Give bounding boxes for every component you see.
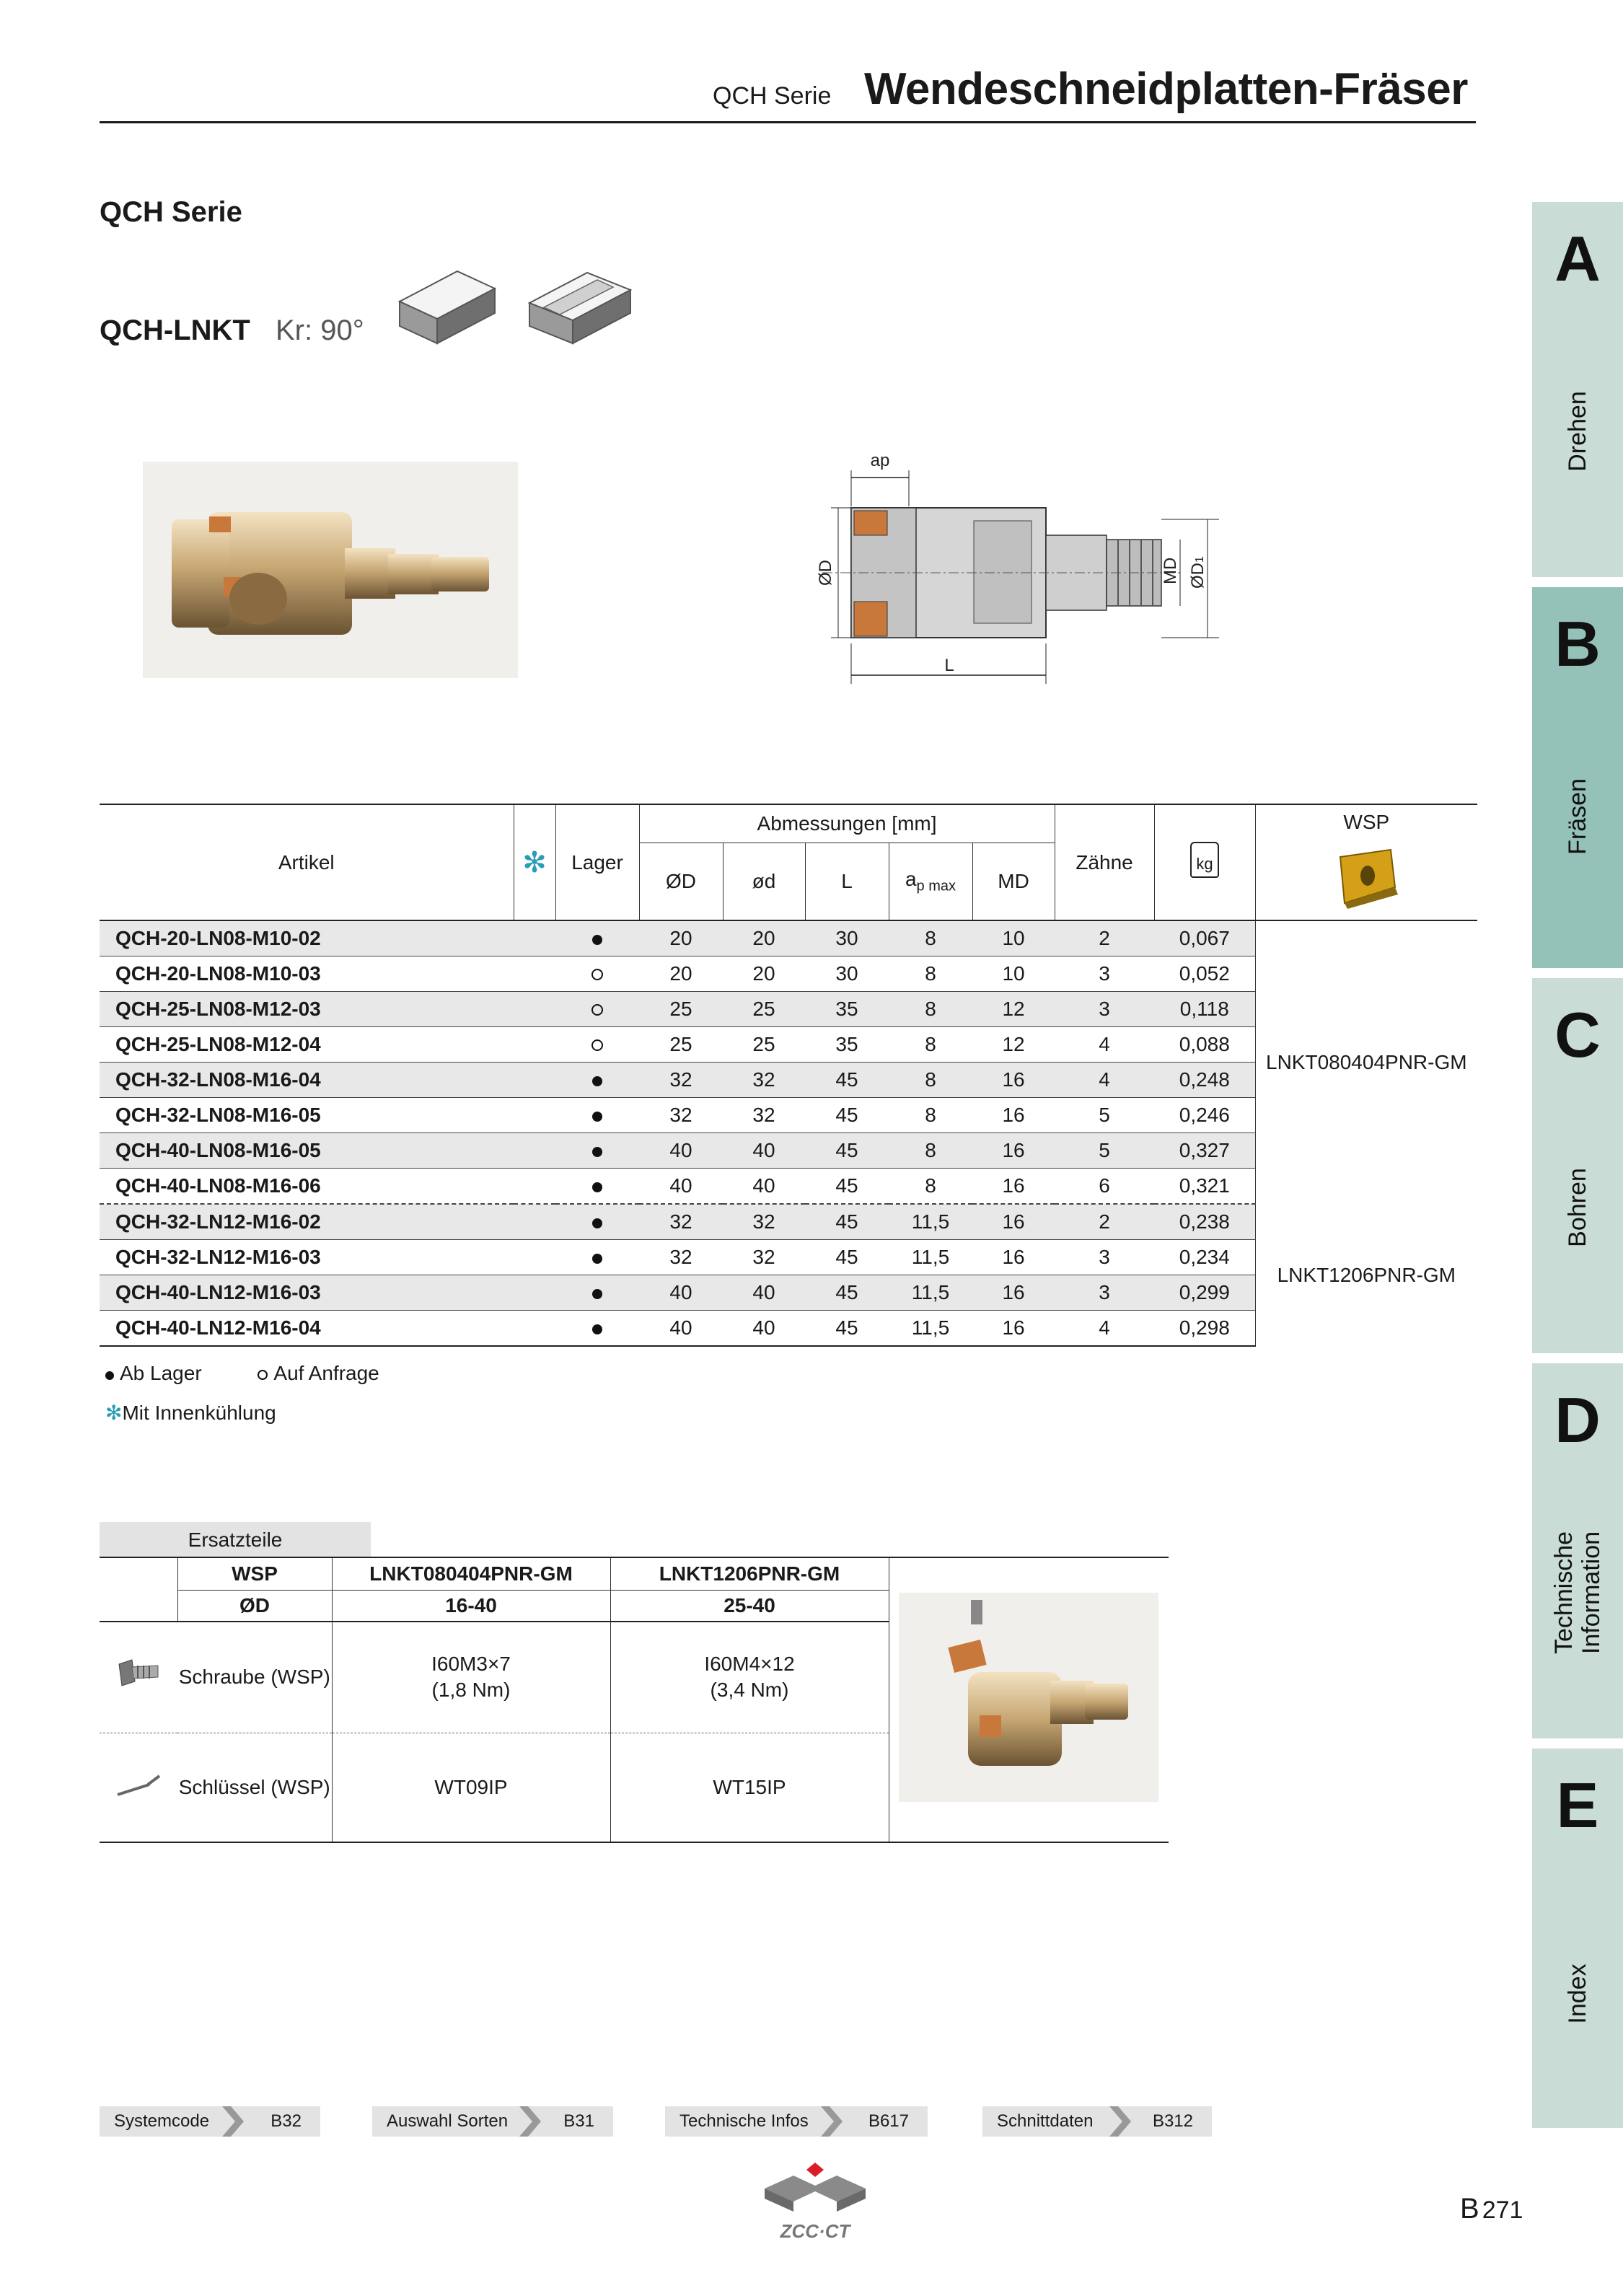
dim-md: MD bbox=[1161, 557, 1180, 584]
l-cell: 30 bbox=[805, 920, 889, 956]
footer-link-ref: B617 bbox=[868, 2111, 909, 2131]
l-cell: 30 bbox=[805, 956, 889, 992]
artikel-cell: QCH-20-LN08-M10-02 bbox=[100, 920, 514, 956]
artikel-cell: QCH-40-LN12-M16-03 bbox=[100, 1275, 514, 1311]
legend-innenkuehlung: Mit Innenkühlung bbox=[122, 1402, 276, 1424]
coolant-cell bbox=[514, 1027, 555, 1063]
ap-cell: 8 bbox=[889, 1098, 972, 1133]
od-cell: 32 bbox=[639, 1098, 723, 1133]
d-cell: 32 bbox=[723, 1063, 805, 1098]
chevron-right-icon bbox=[1109, 2106, 1131, 2137]
ap-cell: 8 bbox=[889, 920, 972, 956]
md-cell: 16 bbox=[972, 1204, 1055, 1240]
l-cell: 45 bbox=[805, 1311, 889, 1347]
ap-cell: 8 bbox=[889, 1063, 972, 1098]
coolant-cell bbox=[514, 992, 555, 1027]
tab-c-letter: C bbox=[1554, 999, 1601, 1070]
od-cell: 25 bbox=[639, 992, 723, 1027]
col-zaehne: Zähne bbox=[1055, 804, 1154, 920]
artikel-cell: QCH-40-LN08-M16-05 bbox=[100, 1133, 514, 1169]
z-cell: 3 bbox=[1055, 956, 1154, 992]
dim-od1: ØD bbox=[1188, 563, 1208, 589]
col-artikel: Artikel bbox=[100, 804, 514, 920]
z-cell: 4 bbox=[1055, 1311, 1154, 1347]
col-lager: Lager bbox=[555, 804, 639, 920]
subsection-kr: Kr: 90° bbox=[276, 315, 364, 346]
z-cell: 4 bbox=[1055, 1063, 1154, 1098]
key-icon bbox=[113, 1769, 164, 1800]
d-cell: 25 bbox=[723, 1027, 805, 1063]
artikel-cell: QCH-40-LN12-M16-04 bbox=[100, 1311, 514, 1347]
col-ap-sub: p max bbox=[916, 878, 956, 894]
stock-dot-icon bbox=[592, 1076, 602, 1086]
md-cell: 12 bbox=[972, 1027, 1055, 1063]
kg-cell: 0,088 bbox=[1154, 1027, 1255, 1063]
col-l: L bbox=[805, 843, 889, 921]
lager-cell bbox=[555, 1240, 639, 1275]
footer-link-ref: B31 bbox=[563, 2111, 594, 2131]
spare-photo-cell bbox=[889, 1558, 1169, 1842]
kg-cell: 0,052 bbox=[1154, 956, 1255, 992]
lager-cell bbox=[555, 1133, 639, 1169]
col-abmessungen: Abmessungen [mm] bbox=[639, 804, 1055, 843]
spare-col1-od: 16-40 bbox=[332, 1590, 610, 1622]
artikel-cell: QCH-25-LN08-M12-03 bbox=[100, 992, 514, 1027]
tab-b-label: Fräsen bbox=[1564, 778, 1591, 855]
col-ap bbox=[889, 843, 972, 921]
table-row bbox=[100, 1204, 1477, 1240]
tab-d-label-1: Technische bbox=[1550, 1531, 1578, 1655]
tab-e[interactable] bbox=[1532, 1749, 1623, 2128]
l-cell: 45 bbox=[805, 1063, 889, 1098]
dim-od: ØD bbox=[816, 560, 835, 586]
legend-coolant bbox=[105, 1401, 276, 1425]
tab-c-label: Bohren bbox=[1564, 1168, 1591, 1247]
md-cell: 10 bbox=[972, 956, 1055, 992]
svg-text:ØD1 bbox=[1188, 556, 1208, 589]
spare-row1-c1 bbox=[332, 1622, 610, 1733]
header-rule bbox=[100, 121, 1476, 123]
z-cell: 2 bbox=[1055, 920, 1154, 956]
col-md: MD bbox=[972, 843, 1055, 921]
md-cell: 12 bbox=[972, 992, 1055, 1027]
lager-cell bbox=[555, 1027, 639, 1063]
tab-e-label: Index bbox=[1564, 1963, 1591, 2024]
footer-link-label: Systemcode bbox=[114, 2111, 210, 2131]
footer-link-label: Auswahl Sorten bbox=[387, 2111, 509, 2131]
ap-cell: 8 bbox=[889, 1133, 972, 1169]
stock-dot-icon bbox=[592, 1112, 602, 1122]
col-d: ød bbox=[723, 843, 805, 921]
artikel-cell: QCH-25-LN08-M12-04 bbox=[100, 1027, 514, 1063]
od-cell: 32 bbox=[639, 1240, 723, 1275]
footer-link-ref: B312 bbox=[1152, 2111, 1193, 2131]
l-cell: 35 bbox=[805, 1027, 889, 1063]
md-cell: 16 bbox=[972, 1275, 1055, 1311]
z-cell: 2 bbox=[1055, 1204, 1154, 1240]
artikel-cell: QCH-40-LN08-M16-06 bbox=[100, 1169, 514, 1205]
od-cell: 25 bbox=[639, 1027, 723, 1063]
kg-cell: 0,321 bbox=[1154, 1169, 1255, 1205]
request-dot-icon bbox=[591, 1004, 603, 1016]
l-cell: 45 bbox=[805, 1169, 889, 1205]
lager-cell bbox=[555, 920, 639, 956]
spare-od-label: ØD bbox=[177, 1590, 332, 1622]
legend-stock bbox=[105, 1362, 379, 1385]
footer-link-ref: B32 bbox=[270, 2111, 302, 2131]
d-cell: 32 bbox=[723, 1240, 805, 1275]
kg-cell: 0,248 bbox=[1154, 1063, 1255, 1098]
d-cell: 40 bbox=[723, 1275, 805, 1311]
coolant-cell bbox=[514, 1098, 555, 1133]
kg-cell: 0,327 bbox=[1154, 1133, 1255, 1169]
coolant-cell bbox=[514, 1311, 555, 1347]
ap-cell: 8 bbox=[889, 1169, 972, 1205]
spare-photo bbox=[899, 1593, 1158, 1802]
footer-link-label: Technische Infos bbox=[679, 2111, 809, 2131]
spare-row1-label: Schraube (WSP) bbox=[177, 1622, 332, 1733]
md-cell: 16 bbox=[972, 1063, 1055, 1098]
spare-row1-c2-b: (3,4 Nm) bbox=[710, 1679, 789, 1702]
logo-text: ZCC·CT bbox=[780, 2220, 850, 2242]
lager-cell bbox=[555, 1275, 639, 1311]
spare-col1-wsp: LNKT080404PNR-GM bbox=[332, 1558, 610, 1590]
wsp-group-cell: LNKT1206PNR-GM bbox=[1255, 1204, 1477, 1346]
d-cell: 32 bbox=[723, 1204, 805, 1240]
kg-cell: 0,234 bbox=[1154, 1240, 1255, 1275]
col-wsp bbox=[1255, 804, 1477, 920]
md-cell: 16 bbox=[972, 1169, 1055, 1205]
od-cell: 40 bbox=[639, 1275, 723, 1311]
artikel-cell: QCH-32-LN08-M16-04 bbox=[100, 1063, 514, 1098]
md-cell: 16 bbox=[972, 1311, 1055, 1347]
artikel-cell: QCH-32-LN08-M16-05 bbox=[100, 1098, 514, 1133]
d-cell: 20 bbox=[723, 920, 805, 956]
md-cell: 16 bbox=[972, 1098, 1055, 1133]
request-dot-icon bbox=[591, 969, 603, 980]
page-letter: B bbox=[1460, 2193, 1479, 2225]
l-cell: 45 bbox=[805, 1204, 889, 1240]
ap-cell: 11,5 bbox=[889, 1275, 972, 1311]
tab-a-label: Drehen bbox=[1564, 391, 1591, 472]
d-cell: 40 bbox=[723, 1169, 805, 1205]
kg-cell: 0,298 bbox=[1154, 1311, 1255, 1347]
dim-l: L bbox=[944, 656, 954, 675]
md-cell: 16 bbox=[972, 1240, 1055, 1275]
coolant-cell bbox=[514, 920, 555, 956]
coolant-cell bbox=[514, 1275, 555, 1311]
coolant-cell bbox=[514, 1240, 555, 1275]
stock-dot-icon bbox=[592, 1254, 602, 1264]
spare-row1-c1-b: (1,8 Nm) bbox=[431, 1679, 511, 1702]
spare-row2-c2: WT15IP bbox=[610, 1733, 889, 1842]
weight-icon bbox=[1154, 804, 1255, 920]
d-cell: 20 bbox=[723, 956, 805, 992]
col-ap-main: a bbox=[905, 868, 917, 891]
ap-cell: 11,5 bbox=[889, 1311, 972, 1347]
spare-col2-wsp: LNKT1206PNR-GM bbox=[610, 1558, 889, 1590]
footer-link-technische[interactable] bbox=[665, 2106, 928, 2137]
stock-dot-icon bbox=[592, 1289, 602, 1299]
stock-dot-icon bbox=[592, 1218, 602, 1228]
ap-cell: 8 bbox=[889, 992, 972, 1027]
spare-parts-table bbox=[100, 1558, 1169, 1843]
lager-cell bbox=[555, 1169, 639, 1205]
md-cell: 16 bbox=[972, 1133, 1055, 1169]
od-cell: 20 bbox=[639, 920, 723, 956]
footer-link-schnittdaten[interactable] bbox=[982, 2106, 1212, 2137]
tab-d-letter: D bbox=[1554, 1384, 1601, 1456]
z-cell: 5 bbox=[1055, 1098, 1154, 1133]
od-cell: 40 bbox=[639, 1169, 723, 1205]
chevron-right-icon bbox=[519, 2106, 541, 2137]
lager-cell bbox=[555, 1098, 639, 1133]
coolant-cell bbox=[514, 1063, 555, 1098]
kg-label: kg bbox=[1196, 855, 1213, 873]
spare-row1-c2 bbox=[610, 1622, 889, 1733]
d-cell: 32 bbox=[723, 1098, 805, 1133]
header-series: QCH Serie bbox=[713, 82, 832, 110]
l-cell: 45 bbox=[805, 1098, 889, 1133]
lager-cell bbox=[555, 1063, 639, 1098]
od-cell: 40 bbox=[639, 1311, 723, 1347]
d-cell: 40 bbox=[723, 1311, 805, 1347]
page-number bbox=[1460, 2193, 1523, 2225]
footer-link-label: Schnittdaten bbox=[997, 2111, 1094, 2131]
chevron-right-icon bbox=[222, 2106, 244, 2137]
key-icon-cell bbox=[100, 1733, 177, 1842]
tab-d-label-2: Information bbox=[1578, 1531, 1605, 1655]
tab-b[interactable] bbox=[1532, 587, 1623, 968]
coolant-icon: ✻ bbox=[514, 804, 555, 920]
product-table-body bbox=[100, 920, 1477, 1346]
dot-full-icon bbox=[105, 1371, 114, 1380]
col-od: ØD bbox=[639, 843, 723, 921]
zcc-ct-logo bbox=[757, 2160, 873, 2246]
kg-cell: 0,246 bbox=[1154, 1098, 1255, 1133]
tab-a[interactable] bbox=[1532, 202, 1623, 577]
z-cell: 6 bbox=[1055, 1169, 1154, 1205]
tab-d[interactable] bbox=[1532, 1363, 1623, 1738]
l-cell: 35 bbox=[805, 992, 889, 1027]
coolant-small-icon: ✻ bbox=[105, 1402, 123, 1424]
coolant-cell bbox=[514, 1169, 555, 1205]
artikel-cell: QCH-20-LN08-M10-03 bbox=[100, 956, 514, 992]
stock-dot-icon bbox=[592, 1147, 602, 1157]
l-cell: 45 bbox=[805, 1275, 889, 1311]
ap-cell: 8 bbox=[889, 956, 972, 992]
section-title: QCH Serie bbox=[100, 196, 242, 228]
legend-auf-anfrage: Auf Anfrage bbox=[273, 1362, 379, 1384]
dim-od1-sub: 1 bbox=[1194, 556, 1206, 563]
subsection-code: QCH-LNKT bbox=[100, 315, 250, 346]
insert-gold-icon bbox=[1330, 844, 1402, 909]
coolant-cell bbox=[514, 1133, 555, 1169]
l-cell: 45 bbox=[805, 1133, 889, 1169]
spare-wsp-label: WSP bbox=[177, 1558, 332, 1590]
tab-c[interactable] bbox=[1532, 978, 1623, 1353]
ap-cell: 11,5 bbox=[889, 1204, 972, 1240]
spare-row2-label: Schlüssel (WSP) bbox=[177, 1733, 332, 1842]
page-num: 271 bbox=[1482, 2196, 1523, 2224]
coolant-cell bbox=[514, 956, 555, 992]
insert-step-icon bbox=[522, 264, 638, 348]
col-wsp-label: WSP bbox=[1343, 811, 1390, 833]
table-row bbox=[100, 920, 1477, 956]
coolant-cell bbox=[514, 1204, 555, 1240]
z-cell: 3 bbox=[1055, 1240, 1154, 1275]
d-cell: 25 bbox=[723, 992, 805, 1027]
lager-cell bbox=[555, 956, 639, 992]
screw-icon-cell bbox=[100, 1622, 177, 1733]
technical-drawing bbox=[779, 441, 1241, 694]
artikel-cell: QCH-32-LN12-M16-03 bbox=[100, 1240, 514, 1275]
od-cell: 32 bbox=[639, 1204, 723, 1240]
spare-row2-c1: WT09IP bbox=[332, 1733, 610, 1842]
request-dot-icon bbox=[591, 1039, 603, 1051]
lager-cell bbox=[555, 1204, 639, 1240]
spare-col2-od: 25-40 bbox=[610, 1590, 889, 1622]
kg-cell: 0,299 bbox=[1154, 1275, 1255, 1311]
z-cell: 4 bbox=[1055, 1027, 1154, 1063]
lager-cell bbox=[555, 1311, 639, 1347]
spare-row1-c2-a: I60M4×12 bbox=[704, 1653, 795, 1676]
kg-cell: 0,118 bbox=[1154, 992, 1255, 1027]
z-cell: 5 bbox=[1055, 1133, 1154, 1169]
insert-flat-icon bbox=[392, 264, 501, 348]
stock-dot-icon bbox=[592, 1182, 602, 1192]
tab-a-letter: A bbox=[1554, 223, 1601, 294]
od-cell: 32 bbox=[639, 1063, 723, 1098]
screw-icon bbox=[113, 1657, 164, 1693]
stock-dot-icon bbox=[592, 935, 602, 945]
spare-parts-title: Ersatzteile bbox=[100, 1522, 371, 1558]
od-cell: 40 bbox=[639, 1133, 723, 1169]
ap-cell: 8 bbox=[889, 1027, 972, 1063]
z-cell: 3 bbox=[1055, 992, 1154, 1027]
tab-e-letter: E bbox=[1556, 1769, 1599, 1841]
footer-link-auswahl[interactable] bbox=[372, 2106, 613, 2137]
chevron-right-icon bbox=[821, 2106, 843, 2137]
header-title: Wendeschneidplatten-Fräser bbox=[864, 64, 1468, 114]
wsp-group-cell: LNKT080404PNR-GM bbox=[1255, 920, 1477, 1204]
kg-cell: 0,238 bbox=[1154, 1204, 1255, 1240]
tab-b-letter: B bbox=[1554, 608, 1601, 679]
dim-ap: ap bbox=[870, 451, 890, 470]
footer-link-systemcode[interactable] bbox=[100, 2106, 320, 2137]
ap-cell: 11,5 bbox=[889, 1240, 972, 1275]
artikel-cell: QCH-32-LN12-M16-02 bbox=[100, 1204, 514, 1240]
lager-cell bbox=[555, 992, 639, 1027]
stock-dot-icon bbox=[592, 1324, 602, 1334]
kg-cell: 0,067 bbox=[1154, 920, 1255, 956]
product-table bbox=[100, 804, 1477, 1347]
l-cell: 45 bbox=[805, 1240, 889, 1275]
tab-d-label bbox=[1550, 1531, 1605, 1654]
d-cell: 40 bbox=[723, 1133, 805, 1169]
od-cell: 20 bbox=[639, 956, 723, 992]
md-cell: 10 bbox=[972, 920, 1055, 956]
z-cell: 3 bbox=[1055, 1275, 1154, 1311]
spare-row1-c1-a: I60M3×7 bbox=[431, 1653, 511, 1676]
legend-ab-lager: Ab Lager bbox=[120, 1362, 202, 1384]
dot-open-icon bbox=[258, 1370, 268, 1380]
product-photo bbox=[143, 462, 518, 678]
